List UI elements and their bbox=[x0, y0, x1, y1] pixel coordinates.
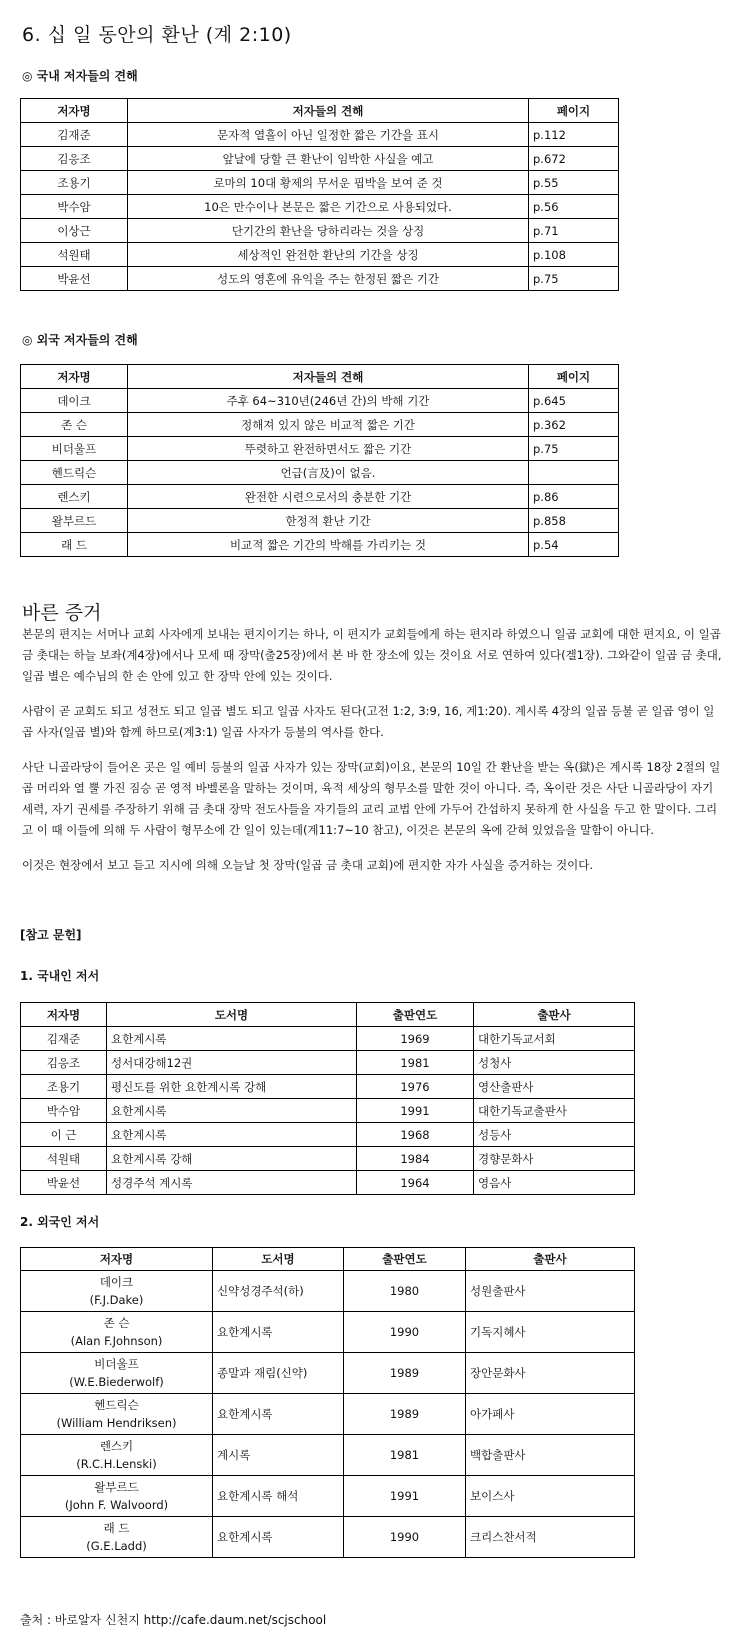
author-cell: 박윤선 bbox=[21, 1171, 107, 1195]
author-english-name: (John F. Walvoord) bbox=[64, 1498, 169, 1512]
publisher-cell: 아가페사 bbox=[466, 1394, 635, 1435]
book-title-cell: 평신도를 위한 요한계시록 강해 bbox=[107, 1075, 357, 1099]
page-cell: p.75 bbox=[529, 437, 619, 461]
publisher-cell: 성등사 bbox=[474, 1123, 635, 1147]
evidence-paragraph: 본문의 편지는 서머나 교회 사자에게 보내는 편지이기는 하나, 이 편지가 교회들에게 하는 편지라 하였으니 일곱 교회에 대한 편지요, 이 일곱 금 촛대는 하늘 보좌(계4장)에서나 모세 때 장막(출25장)에서 본 바 한 장소에 있는 것이요 서로 연하여 있다(겔1장). 그와같이 일곱 금 촛대, 일곱 별은 예수님의 한 손 안에 있고 한 장막 안에 있는 것이다. bbox=[22, 627, 722, 683]
author-cell: 왈부르드 bbox=[21, 509, 128, 533]
author-cell: 박윤선 bbox=[21, 267, 128, 291]
column-header: 저자들의 견해 bbox=[128, 99, 529, 123]
author-cell: 박수암 bbox=[21, 1099, 107, 1123]
year-cell: 1968 bbox=[357, 1123, 474, 1147]
year-cell: 1981 bbox=[344, 1435, 466, 1476]
foreign-views-table bbox=[20, 364, 619, 557]
author-korean-name: 렌스키 bbox=[99, 1439, 134, 1453]
table-header-row bbox=[21, 1003, 635, 1027]
author-cell: 렌스키 bbox=[21, 485, 128, 509]
publisher-cell: 성청사 bbox=[474, 1051, 635, 1075]
table-row bbox=[21, 413, 619, 437]
year-cell: 1981 bbox=[357, 1051, 474, 1075]
author-cell: 데이크 bbox=[21, 389, 128, 413]
table-row bbox=[21, 1312, 635, 1353]
table-row bbox=[21, 195, 619, 219]
author-cell bbox=[21, 1517, 213, 1558]
view-cell: 성도의 영혼에 유익을 주는 한정된 짧은 기간 bbox=[128, 267, 529, 291]
book-title-cell: 성서대강해12권 bbox=[107, 1051, 357, 1075]
page-cell bbox=[529, 461, 619, 485]
author-korean-name: 래 드 bbox=[103, 1521, 130, 1535]
table-row bbox=[21, 1171, 635, 1195]
book-title-cell: 요한계시록 bbox=[213, 1517, 344, 1558]
table-header-row bbox=[21, 1248, 635, 1271]
table-row bbox=[21, 243, 619, 267]
view-cell: 세상적인 완전한 환난의 기간을 상징 bbox=[128, 243, 529, 267]
table-row bbox=[21, 123, 619, 147]
book-title-cell: 요한계시록 bbox=[107, 1099, 357, 1123]
domestic-books-heading: 1. 국내인 저서 bbox=[20, 969, 100, 983]
column-header: 출판연도 bbox=[344, 1248, 466, 1271]
table-row bbox=[21, 219, 619, 243]
page-cell: p.71 bbox=[529, 219, 619, 243]
table-header-row bbox=[21, 365, 619, 389]
page-title: 6. 십 일 동안의 환난 (계 2:10) bbox=[22, 24, 292, 46]
publisher-cell: 백합출판사 bbox=[466, 1435, 635, 1476]
publisher-cell: 영산출판사 bbox=[474, 1075, 635, 1099]
column-header: 저자명 bbox=[21, 1003, 107, 1027]
view-cell: 단기간의 환난을 당하리라는 것을 상징 bbox=[128, 219, 529, 243]
publisher-cell: 장안문화사 bbox=[466, 1353, 635, 1394]
author-cell bbox=[21, 1476, 213, 1517]
page-cell: p.672 bbox=[529, 147, 619, 171]
page-cell: p.108 bbox=[529, 243, 619, 267]
column-header: 출판사 bbox=[466, 1248, 635, 1271]
column-header: 페이지 bbox=[529, 99, 619, 123]
author-cell: 박수암 bbox=[21, 195, 128, 219]
author-cell: 김재준 bbox=[21, 123, 128, 147]
evidence-paragraph: 이것은 현장에서 보고 듣고 지시에 의해 오늘날 첫 장막(일곱 금 촛대 교회)에 편지한 자가 사실을 증거하는 것이다. bbox=[22, 858, 594, 872]
author-english-name: (F.J.Dake) bbox=[89, 1293, 144, 1307]
year-cell: 1990 bbox=[344, 1517, 466, 1558]
table-row bbox=[21, 1517, 635, 1558]
author-cell: 석원태 bbox=[21, 243, 128, 267]
author-korean-name: 존 슨 bbox=[103, 1316, 130, 1330]
view-cell: 완전한 시련으로서의 충분한 기간 bbox=[128, 485, 529, 509]
table-row bbox=[21, 461, 619, 485]
page-cell: p.112 bbox=[529, 123, 619, 147]
table-row bbox=[21, 1271, 635, 1312]
page-cell: p.86 bbox=[529, 485, 619, 509]
year-cell: 1991 bbox=[357, 1099, 474, 1123]
book-title-cell: 요한계시록 해석 bbox=[213, 1476, 344, 1517]
author-cell: 석원태 bbox=[21, 1147, 107, 1171]
publisher-cell: 경향문화사 bbox=[474, 1147, 635, 1171]
column-header: 저자명 bbox=[21, 1248, 213, 1271]
evidence-paragraph: 사람이 곧 교회도 되고 성전도 되고 일곱 별도 되고 일곱 사자도 된다(고전 1:2, 3:9, 16, 계1:20). 계시록 4장의 일곱 등불 곧 일곱 영이 일곱 사자(일곱 별)와 함께 하므로(계3:1) 일곱 사자가 등불의 역사를 한다. bbox=[22, 704, 715, 739]
view-cell: 한정적 환난 기간 bbox=[128, 509, 529, 533]
table-row bbox=[21, 1476, 635, 1517]
view-cell: 언급(言及)이 없음. bbox=[128, 461, 529, 485]
author-english-name: (Alan F.Johnson) bbox=[70, 1334, 163, 1348]
view-cell: 앞날에 당할 큰 환난이 임박한 사실을 예고 bbox=[128, 147, 529, 171]
publisher-cell: 보이스사 bbox=[466, 1476, 635, 1517]
domestic-views-heading: ◎ 국내 저자들의 견해 bbox=[22, 69, 138, 83]
publisher-cell: 성원출판사 bbox=[466, 1271, 635, 1312]
publisher-cell: 대한기독교서회 bbox=[474, 1027, 635, 1051]
table-row bbox=[21, 533, 619, 557]
foreign-books-heading: 2. 외국인 저서 bbox=[20, 1215, 100, 1229]
author-cell: 김응조 bbox=[21, 1051, 107, 1075]
year-cell: 1984 bbox=[357, 1147, 474, 1171]
table-row bbox=[21, 1075, 635, 1099]
publisher-cell: 기독지혜사 bbox=[466, 1312, 635, 1353]
author-cell: 조용기 bbox=[21, 171, 128, 195]
year-cell: 1990 bbox=[344, 1312, 466, 1353]
publisher-cell: 대한기독교출판사 bbox=[474, 1099, 635, 1123]
table-row bbox=[21, 1123, 635, 1147]
column-header: 출판사 bbox=[474, 1003, 635, 1027]
column-header: 도서명 bbox=[213, 1248, 344, 1271]
author-english-name: (W.E.Biederwolf) bbox=[69, 1375, 164, 1389]
table-row bbox=[21, 1051, 635, 1075]
table-row bbox=[21, 485, 619, 509]
table-row bbox=[21, 1147, 635, 1171]
book-title-cell: 요한계시록 bbox=[213, 1312, 344, 1353]
author-cell: 김응조 bbox=[21, 147, 128, 171]
author-cell: 김재준 bbox=[21, 1027, 107, 1051]
table-row bbox=[21, 267, 619, 291]
page-cell: p.362 bbox=[529, 413, 619, 437]
author-cell: 래 드 bbox=[21, 533, 128, 557]
page-cell: p.645 bbox=[529, 389, 619, 413]
year-cell: 1964 bbox=[357, 1171, 474, 1195]
year-cell: 1976 bbox=[357, 1075, 474, 1099]
year-cell: 1989 bbox=[344, 1353, 466, 1394]
table-row bbox=[21, 1435, 635, 1476]
book-title-cell: 성경주석 계시록 bbox=[107, 1171, 357, 1195]
column-header: 저자명 bbox=[21, 99, 128, 123]
author-cell: 이 근 bbox=[21, 1123, 107, 1147]
foreign-books-table bbox=[20, 1247, 635, 1558]
book-title-cell: 요한계시록 강해 bbox=[107, 1147, 357, 1171]
view-cell: 문자적 열흘이 아닌 일정한 짧은 기간을 표시 bbox=[128, 123, 529, 147]
evidence-body bbox=[22, 624, 722, 890]
view-cell: 10은 만수이나 본문은 짧은 기간으로 사용되었다. bbox=[128, 195, 529, 219]
year-cell: 1991 bbox=[344, 1476, 466, 1517]
table-header-row bbox=[21, 99, 619, 123]
page-cell: p.55 bbox=[529, 171, 619, 195]
table-row bbox=[21, 1394, 635, 1435]
view-cell: 로마의 10대 황제의 무서운 핍박을 보여 준 것 bbox=[128, 171, 529, 195]
author-cell: 비더울프 bbox=[21, 437, 128, 461]
year-cell: 1969 bbox=[357, 1027, 474, 1051]
column-header: 저자들의 견해 bbox=[128, 365, 529, 389]
author-cell: 헨드릭슨 bbox=[21, 461, 128, 485]
table-row bbox=[21, 1353, 635, 1394]
column-header: 출판연도 bbox=[357, 1003, 474, 1027]
table-row bbox=[21, 437, 619, 461]
view-cell: 비교적 짧은 기간의 박해를 가리키는 것 bbox=[128, 533, 529, 557]
evidence-heading: 바른 증거 bbox=[22, 602, 102, 624]
evidence-paragraph: 사단 니골라당이 들어온 곳은 일 예비 등불의 일곱 사자가 있는 장막(교회)이요, 본문의 10일 간 환난을 받는 옥(獄)은 계시록 18장 2절의 일곱 머리와 열 뿔 가진 짐승 곧 영적 바벨론을 말하는 것이며, 육적 세상의 형무소를 말한 것이 아니다. 즉, 옥이란 것은 사단 니골라당이 자기 세력, 자기 권세를 주장하기 위해 금 촛대 장막 전도사들을 자기들의 교리 교법 안에 가두어 간섭하지 못하게 한 사실을 두고 한 말이다. 그리고 이 때 이들에 의해 두 사람이 형무소에 간 일이 있는데(계11:7~10 참고), 이것은 본문의 옥에 갇혀 있었음을 말함이 아니다. bbox=[22, 760, 721, 837]
view-cell: 정해져 있지 않은 비교적 짧은 기간 bbox=[128, 413, 529, 437]
view-cell: 뚜렷하고 완전하면서도 짧은 기간 bbox=[128, 437, 529, 461]
foreign-views-heading: ◎ 외국 저자들의 견해 bbox=[22, 333, 138, 347]
publisher-cell: 크리스찬서적 bbox=[466, 1517, 635, 1558]
page-cell: p.56 bbox=[529, 195, 619, 219]
book-title-cell: 요한계시록 bbox=[213, 1394, 344, 1435]
year-cell: 1989 bbox=[344, 1394, 466, 1435]
author-korean-name: 헨드릭슨 bbox=[94, 1398, 139, 1412]
page-cell: p.54 bbox=[529, 533, 619, 557]
author-cell: 이상근 bbox=[21, 219, 128, 243]
book-title-cell: 요한계시록 bbox=[107, 1123, 357, 1147]
column-header: 저자명 bbox=[21, 365, 128, 389]
book-title-cell: 계시록 bbox=[213, 1435, 344, 1476]
author-cell: 존 슨 bbox=[21, 413, 128, 437]
table-row bbox=[21, 147, 619, 171]
page-cell: p.75 bbox=[529, 267, 619, 291]
author-english-name: (William Hendriksen) bbox=[56, 1416, 177, 1430]
domestic-views-table bbox=[20, 98, 619, 291]
column-header: 페이지 bbox=[529, 365, 619, 389]
view-cell: 주후 64~310년(246년 간)의 박해 기간 bbox=[128, 389, 529, 413]
publisher-cell: 영음사 bbox=[474, 1171, 635, 1195]
column-header: 도서명 bbox=[107, 1003, 357, 1027]
author-english-name: (R.C.H.Lenski) bbox=[76, 1457, 157, 1471]
source-footer: 출처 : 바로알자 신천지 http://cafe.daum.net/scjschool bbox=[20, 1613, 327, 1627]
author-cell bbox=[21, 1271, 213, 1312]
book-title-cell: 종말과 재림(신약) bbox=[213, 1353, 344, 1394]
table-row bbox=[21, 171, 619, 195]
author-cell bbox=[21, 1435, 213, 1476]
author-cell bbox=[21, 1312, 213, 1353]
table-row bbox=[21, 389, 619, 413]
domestic-books-table bbox=[20, 1002, 635, 1195]
table-row bbox=[21, 1099, 635, 1123]
page-cell: p.858 bbox=[529, 509, 619, 533]
author-english-name: (G.E.Ladd) bbox=[86, 1539, 147, 1553]
table-row bbox=[21, 509, 619, 533]
author-korean-name: 왈부르드 bbox=[94, 1480, 139, 1494]
author-cell bbox=[21, 1353, 213, 1394]
references-heading: [참고 문헌] bbox=[20, 928, 82, 942]
year-cell: 1980 bbox=[344, 1271, 466, 1312]
table-row bbox=[21, 1027, 635, 1051]
author-cell bbox=[21, 1394, 213, 1435]
book-title-cell: 요한계시록 bbox=[107, 1027, 357, 1051]
author-cell: 조용기 bbox=[21, 1075, 107, 1099]
author-korean-name: 비더울프 bbox=[94, 1357, 139, 1371]
book-title-cell: 신약성경주석(하) bbox=[213, 1271, 344, 1312]
author-korean-name: 데이크 bbox=[99, 1275, 134, 1289]
